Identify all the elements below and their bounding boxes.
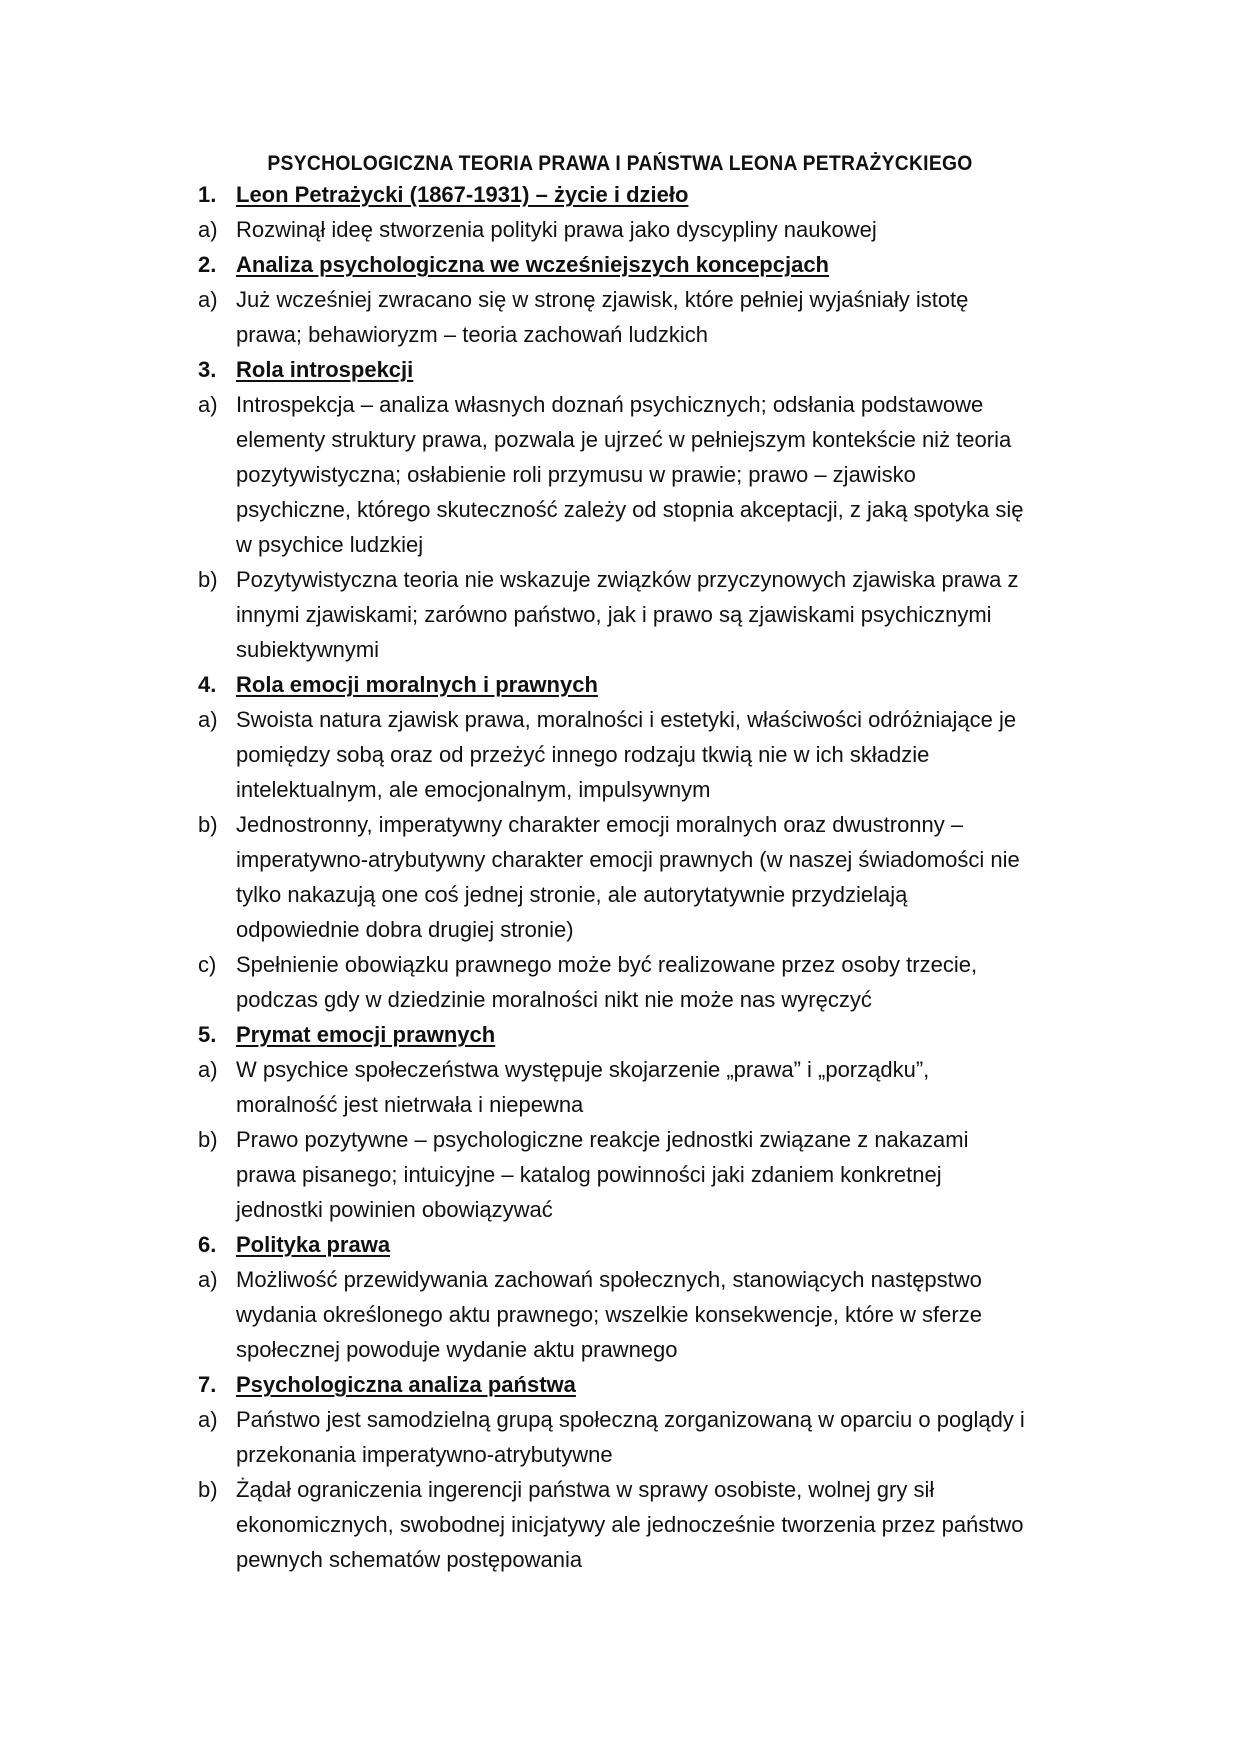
document-title: PSYCHOLOGICZNA TEORIA PRAWA I PAŃSTWA LEONA PETRAŻYCKIEGO [267, 152, 973, 175]
item-text: Introspekcja – analiza własnych doznań psychicznych; odsłania podstawowe elementy struktury prawa, pozwala je ujrzeć w pełniejszym kontekście niż teoria pozytywistyczna; osłabienie roli przymusu w prawie; prawo – zjawisko psychiczne, którego skuteczność zależy od stopnia akceptacji, z jaką spotyka się w psychice ludzkiej [236, 392, 1024, 557]
section-number: 2. [198, 252, 217, 277]
section-number: 1. [198, 182, 217, 207]
list-item [198, 702, 1028, 807]
section-heading [198, 247, 1028, 282]
section-heading-text: Prymat emocji prawnych [236, 1022, 496, 1047]
item-marker: a) [198, 707, 218, 732]
section-heading [198, 1367, 1028, 1402]
section-heading-text: Analiza psychologiczna we wcześniejszych koncepcjach [236, 252, 829, 277]
item-text: Żądał ograniczenia ingerencji państwa w sprawy osobiste, wolnej gry sił ekonomicznych, swobodnej inicjatywy ale jednocześnie tworzenia przez państwo pewnych schematów postępowania [236, 1477, 1024, 1572]
section-number: 3. [198, 357, 217, 382]
item-text: Prawo pozytywne – psychologiczne reakcje jednostki związane z nakazami prawa pisanego; intuicyjne – katalog powinności jaki zdaniem konkretnej jednostki powinien obowiązywać [236, 1127, 969, 1222]
section-heading [198, 1227, 1028, 1262]
section-heading [198, 177, 1028, 212]
list-item [198, 387, 1028, 562]
section-heading-text: Rola emocji moralnych i prawnych [236, 672, 598, 697]
list-item [198, 947, 1028, 1017]
section-heading-text: Psychologiczna analiza państwa [236, 1372, 576, 1397]
list-item [198, 1052, 1028, 1122]
section-heading [198, 667, 1028, 702]
item-text: Możliwość przewidywania zachowań społecznych, stanowiących następstwo wydania określonego aktu prawnego; wszelkie konsekwencje, które w sferze społecznej powoduje wydanie aktu prawnego [236, 1267, 982, 1362]
item-marker: a) [198, 392, 218, 417]
list-item [198, 1122, 1028, 1227]
section-number: 7. [198, 1372, 217, 1397]
item-text: Rozwinął ideę stworzenia polityki prawa jako dyscypliny naukowej [236, 217, 877, 242]
item-text: Państwo jest samodzielną grupą społeczną zorganizowaną w oparciu o poglądy i przekonania imperatywno-atrybutywne [236, 1407, 1025, 1467]
list-item [198, 1262, 1028, 1367]
item-marker: b) [198, 1127, 218, 1152]
item-marker: a) [198, 1267, 218, 1292]
item-marker: b) [198, 812, 218, 837]
list-item [198, 1472, 1028, 1577]
list-item [198, 1402, 1028, 1472]
document-body [198, 177, 1028, 1577]
section-heading-text: Rola introspekcji [236, 357, 414, 382]
item-marker: a) [198, 1057, 218, 1082]
section-number: 4. [198, 672, 217, 697]
item-marker: a) [198, 287, 218, 312]
list-item [198, 562, 1028, 667]
item-marker: a) [198, 217, 218, 242]
item-marker: c) [198, 952, 217, 977]
list-item [198, 212, 1028, 247]
item-text: Swoista natura zjawisk prawa, moralności i estetyki, właściwości odróżniające je pomiędzy sobą oraz od przeżyć innego rodzaju tkwią nie w ich składzie intelektualnym, ale emocjonalnym, impulsywnym [236, 707, 1017, 802]
list-item [198, 282, 1028, 352]
item-text: W psychice społeczeństwa występuje skojarzenie „prawa” i „porządku”, moralność jest nietrwała i niepewna [236, 1057, 930, 1117]
item-text: Pozytywistyczna teoria nie wskazuje związków przyczynowych zjawiska prawa z innymi zjawiskami; zarówno państwo, jak i prawo są zjawiskami psychicznymi subiektywnymi [236, 567, 1019, 662]
section-heading [198, 1017, 1028, 1052]
item-text: Spełnienie obowiązku prawnego może być realizowane przez osoby trzecie, podczas gdy w dziedzinie moralności nikt nie może nas wyręczyć [236, 952, 978, 1012]
section-heading [198, 352, 1028, 387]
item-marker: a) [198, 1407, 218, 1432]
section-heading-text: Polityka prawa [236, 1232, 391, 1257]
section-number: 5. [198, 1022, 217, 1047]
section-heading-text: Leon Petrażycki (1867-1931) – życie i dzieło [236, 182, 689, 207]
item-text: Już wcześniej zwracano się w stronę zjawisk, które pełniej wyjaśniały istotę prawa; behawioryzm – teoria zachowań ludzkich [236, 287, 969, 347]
item-marker: b) [198, 567, 218, 592]
section-number: 6. [198, 1232, 217, 1257]
item-marker: b) [198, 1477, 218, 1502]
item-text: Jednostronny, imperatywny charakter emocji moralnych oraz dwustronny – imperatywno-atrybutywny charakter emocji prawnych (w naszej świadomości nie tylko nakazują one coś jednej stronie, ale autorytatywnie przydzielają odpowiednie dobra drugiej stronie) [236, 812, 1020, 942]
list-item [198, 807, 1028, 947]
